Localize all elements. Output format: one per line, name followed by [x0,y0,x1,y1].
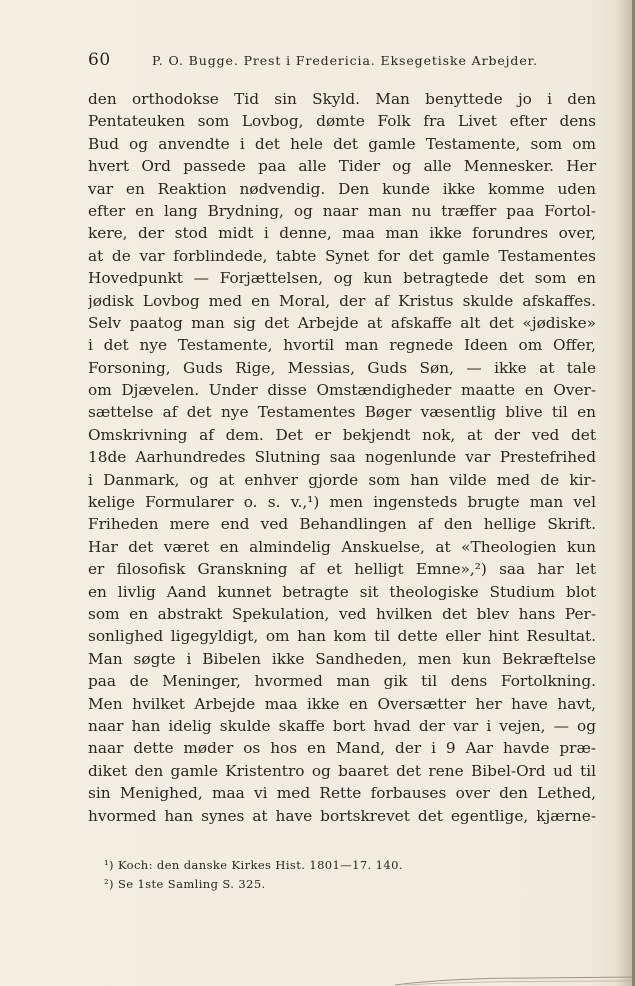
text-line: sin Menighed, maa vi med Rette forbauses over den Lethed, [88,784,596,803]
footnotes [104,856,584,894]
footnote: ¹) Koch: den danske Kirkes Hist. 1801—17. 140. [104,858,403,872]
text-line: hvormed han synes at have bortskrevet det egentlige, kjærne- [88,806,596,825]
text-line: var en Reaktion nødvendig. Den kunde ikke komme uden [88,179,596,198]
text-line: den orthodokse Tid sin Skyld. Man benyttede jo i den [88,90,596,108]
text-line: i Danmark, og at enhver gjorde som han vilde med de kir- [88,470,596,489]
text-line: at de var forblindede, tabte Synet for det gamle Testamentes [88,246,596,265]
running-title: P. O. Bugge. Prest i Fredericia. Eksegetiske Arbejder. [152,53,538,68]
text-line: Omskrivning af dem. Det er bekjendt nok, at der ved det [88,425,596,444]
footnote: ²) Se 1ste Samling S. 325. [104,877,266,891]
text-line: som en abstrakt Spekulation, ved hvilken det blev hans Per- [88,604,596,623]
text-line: efter en lang Brydning, og naar man nu træffer paa Fortol- [88,201,596,220]
text-line: en livlig Aand kunnet betragte sit theologiske Studium blot [88,582,596,601]
text-line: hvert Ord passede paa alle Tider og alle Mennesker. Her [88,157,596,176]
text-line: er filosofisk Granskning af et helligt Emne»,²) saa har let [88,560,596,579]
text-line: 18de Aarhundredes Slutning saa nogenlunde var Prestefrihed [88,448,596,467]
text-line: jødisk Lovbog med en Moral, der af Kristus skulde afskaffes. [88,291,596,310]
text-line: Friheden mere end ved Behandlingen af den hellige Skrift. [88,515,596,534]
text-line: Bud og anvendte i det hele det gamle Testamente, som om [88,134,596,153]
text-line: Selv paatog man sig det Arbejde at afskaffe alt det «jødiske» [88,313,596,332]
text-line: Men hvilket Arbejde maa ikke en Oversætter her have havt, [88,694,596,713]
text-line: Man søgte i Bibelen ikke Sandheden, men kun Bekræftelse [88,649,596,668]
text-line: diket den gamle Kristentro og baaret det rene Bibel-Ord ud til [88,761,596,780]
page-number: 60 [88,50,111,70]
page-curl-shadow [395,968,635,986]
text-line: naar dette møder os hos en Mand, der i 9 Aar havde præ- [88,739,596,758]
text-line: i det nye Testamente, hvortil man regnede Ideen om Offer, [88,336,596,355]
body-text [88,88,596,827]
text-line: Hovedpunkt — Forjættelsen, og kun betragtede det som en [88,269,596,288]
text-line: paa de Meninger, hvormed man gik til dens Fortolkning. [88,672,596,691]
text-line: Forsoning, Guds Rige, Messias, Guds Søn, — ikke at tale [88,358,596,377]
text-line: naar han idelig skulde skaffe bort hvad der var i vejen, — og [88,716,596,735]
text-line: kelige Formularer o. s. v.,¹) men ingensteds brugte man vel [88,493,596,512]
text-line: Pentateuken som Lovbog, dømte Folk fra Livet efter dens [88,112,596,131]
text-line: sættelse af det nye Testamentes Bøger væsentlig blive til en [88,403,596,422]
text-line: om Djævelen. Under disse Omstændigheder maatte en Over- [88,381,596,400]
text-line: kere, der stod midt i denne, maa man ikke forundres over, [88,224,596,243]
text-line: Har det været en almindelig Anskuelse, at «Theologien kun [88,537,596,556]
running-header [88,50,608,72]
text-line: sonlighed ligegyldigt, om han kom til dette eller hint Resultat. [88,627,596,646]
